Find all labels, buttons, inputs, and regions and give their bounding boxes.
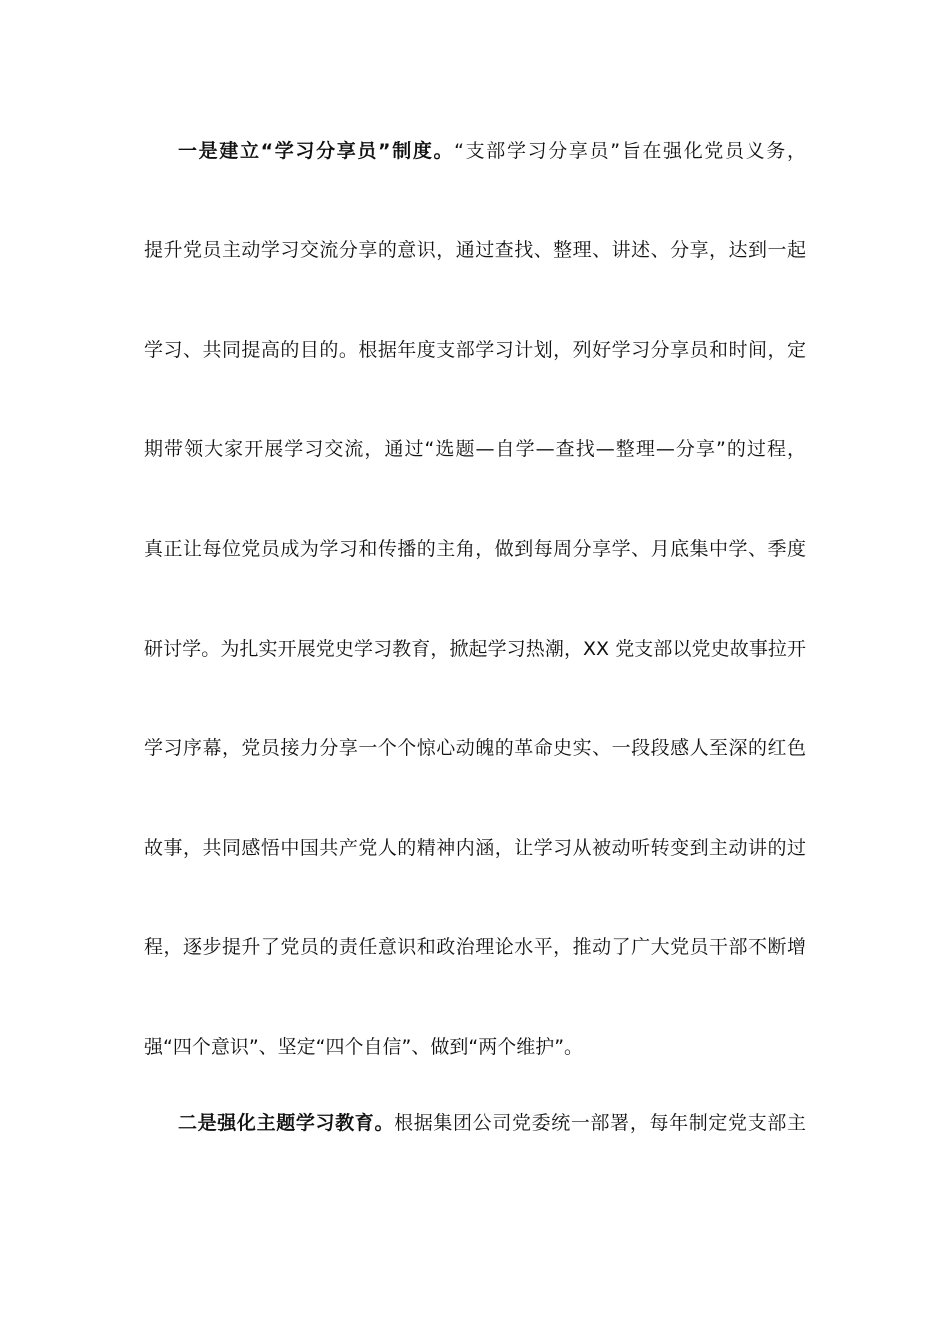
paragraph-2-line-1	[178, 1110, 806, 1136]
paragraph-1-heading: 一是建立“学习分享员”制度。	[178, 140, 455, 162]
paragraph-1-line-7: 学习序幕，党员接力分享一个个惊心动魄的革命史实、一段段感人至深的红色	[144, 737, 806, 759]
paragraph-1-line-4: 期带领大家开展学习交流，通过“选题—自学—查找—整理—分享”的过程，	[144, 438, 806, 460]
paragraph-1-line-3: 学习、共同提高的目的。根据年度支部学习计划，列好学习分享员和时间，定	[144, 339, 806, 361]
paragraph-1-line-5: 真正让每位党员成为学习和传播的主角，做到每周分享学、月底集中学、季度	[144, 538, 806, 560]
paragraph-1-line-2: 提升党员主动学习交流分享的意识，通过查找、整理、讲述、分享，达到一起	[144, 239, 806, 261]
paragraph-1-line-1	[178, 138, 806, 164]
paragraph-2-text: 根据集团公司党委统一部署，每年制定党支部主	[394, 1112, 806, 1134]
paragraph-1-line-9: 程，逐步提升了党员的责任意识和政治理论水平，推动了广大党员干部不断增	[144, 936, 806, 958]
paragraph-1-line-8: 故事，共同感悟中国共产党人的精神内涵，让学习从被动听转变到主动讲的过	[144, 837, 806, 859]
paragraph-1-text: “支部学习分享员”旨在强化党员义务，	[454, 140, 806, 162]
paragraph-1-line-10: 强“四个意识”、坚定“四个自信”、做到“两个维护”。	[144, 1036, 584, 1058]
paragraph-2-heading: 二是强化主题学习教育。	[178, 1112, 395, 1134]
paragraph-1-line-6: 研讨学。为扎实开展党史学习教育，掀起学习热潮，XX 党支部以党史故事拉开	[144, 638, 806, 660]
